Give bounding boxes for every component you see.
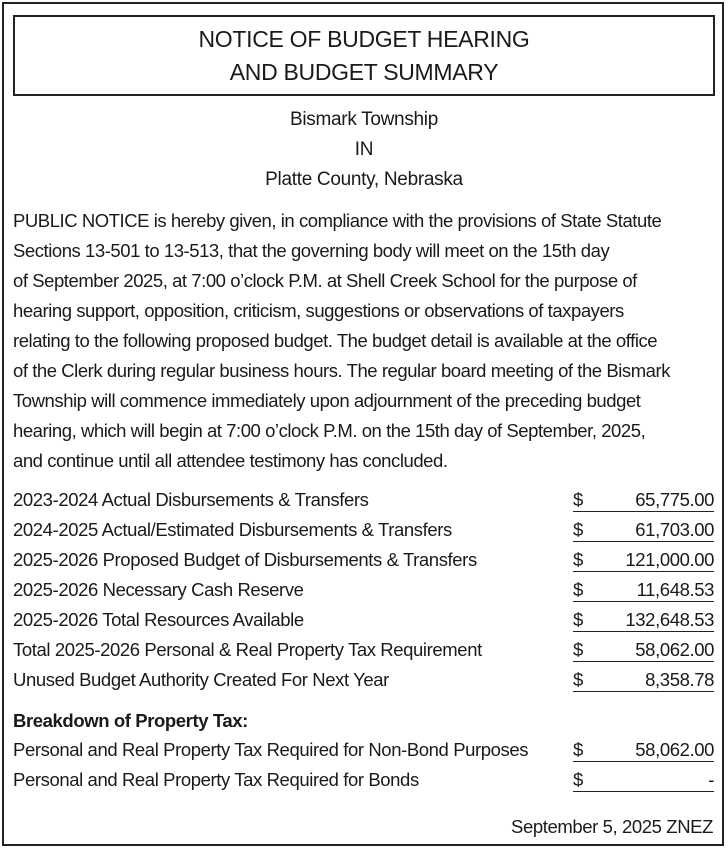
title-line-2: AND BUDGET SUMMARY [229,59,499,85]
notice-line: of the Clerk during regular business hours. The regular board meeting of the Bismark [13,360,670,381]
currency-symbol: $ [573,769,583,790]
breakdown-row [13,765,715,795]
amount-value: 65,775.00 [635,489,714,510]
entity-name: Bismark Township [290,109,438,130]
budget-row-amount [573,635,714,662]
amount-value: 58,062.00 [635,739,714,760]
entity-county: Platte County, Nebraska [265,169,463,190]
budget-row-label: 2023-2024 Actual Disbursements & Transfers [13,489,369,510]
amount-value: - [708,769,714,790]
notice-line: relating to the following proposed budget. The budget detail is available at the office [13,330,658,351]
breakdown-row-label: Personal and Real Property Tax Required for Non-Bond Purposes [13,739,529,760]
budget-row-amount [573,605,714,632]
currency-symbol: $ [573,519,583,540]
breakdown-row-label: Personal and Real Property Tax Required for Bonds [13,769,419,790]
currency-symbol: $ [573,669,583,690]
budget-row-label: 2025-2026 Necessary Cash Reserve [13,579,304,600]
budget-row [13,635,715,665]
amount-value: 58,062.00 [635,639,714,660]
publication-date: September 5, 2025 ZNEZ [511,816,713,837]
notice-line: Township will commence immediately upon adjournment of the preceding budget [13,390,641,411]
entity-in-label: IN [354,139,374,160]
budget-row-amount [573,545,714,572]
currency-symbol: $ [573,609,583,630]
budget-row-amount [573,485,714,512]
notice-line: hearing support, opposition, criticism, suggestions or observations of taxpayers [13,300,624,321]
budget-row-amount [573,665,714,692]
budget-summary-table [13,485,715,695]
budget-row [13,515,715,545]
budget-row-label: 2025-2026 Total Resources Available [13,609,304,630]
notice-line: Sections 13-501 to 13-513, that the governing body will meet on the 15th day [13,240,610,261]
breakdown-row [13,735,715,765]
budget-row [13,665,715,695]
breakdown-heading: Breakdown of Property Tax: [13,710,248,731]
budget-row-amount [573,515,714,542]
amount-value: 61,703.00 [635,519,714,540]
budget-row-label: Unused Budget Authority Created For Next Year [13,669,389,690]
notice-line: PUBLIC NOTICE is hereby given, in compliance with the provisions of State Statute [13,210,662,231]
notice-paragraph [13,206,715,476]
budget-row [13,575,715,605]
budget-row-label: 2025-2026 Proposed Budget of Disbursements & Transfers [13,549,477,570]
entity-block [0,105,728,195]
amount-value: 11,648.53 [636,579,714,600]
currency-symbol: $ [573,639,583,660]
amount-value: 132,648.53 [625,609,714,630]
amount-value: 8,358.78 [645,669,714,690]
currency-symbol: $ [573,739,583,760]
budget-row-amount [573,575,714,602]
budget-row [13,605,715,635]
notice-line: of September 2025, at 7:00 o’clock P.M. at Shell Creek School for the purpose of [13,270,637,291]
notice-line: hearing, which will begin at 7:00 o’clock P.M. on the 15th day of September, 2025, [13,420,646,441]
breakdown-row-amount [573,735,714,762]
budget-row [13,545,715,575]
budget-row-label: 2024-2025 Actual/Estimated Disbursements & Transfers [13,519,452,540]
currency-symbol: $ [573,579,583,600]
breakdown-table [13,735,715,795]
notice-title [13,15,715,96]
currency-symbol: $ [573,549,583,570]
breakdown-row-amount [573,765,714,792]
notice-line: and continue until all attendee testimony has concluded. [13,450,448,471]
budget-row-label: Total 2025-2026 Personal & Real Property Tax Requirement [13,639,482,660]
title-line-1: NOTICE OF BUDGET HEARING [198,26,530,52]
currency-symbol: $ [573,489,583,510]
amount-value: 121,000.00 [625,549,714,570]
budget-row [13,485,715,515]
